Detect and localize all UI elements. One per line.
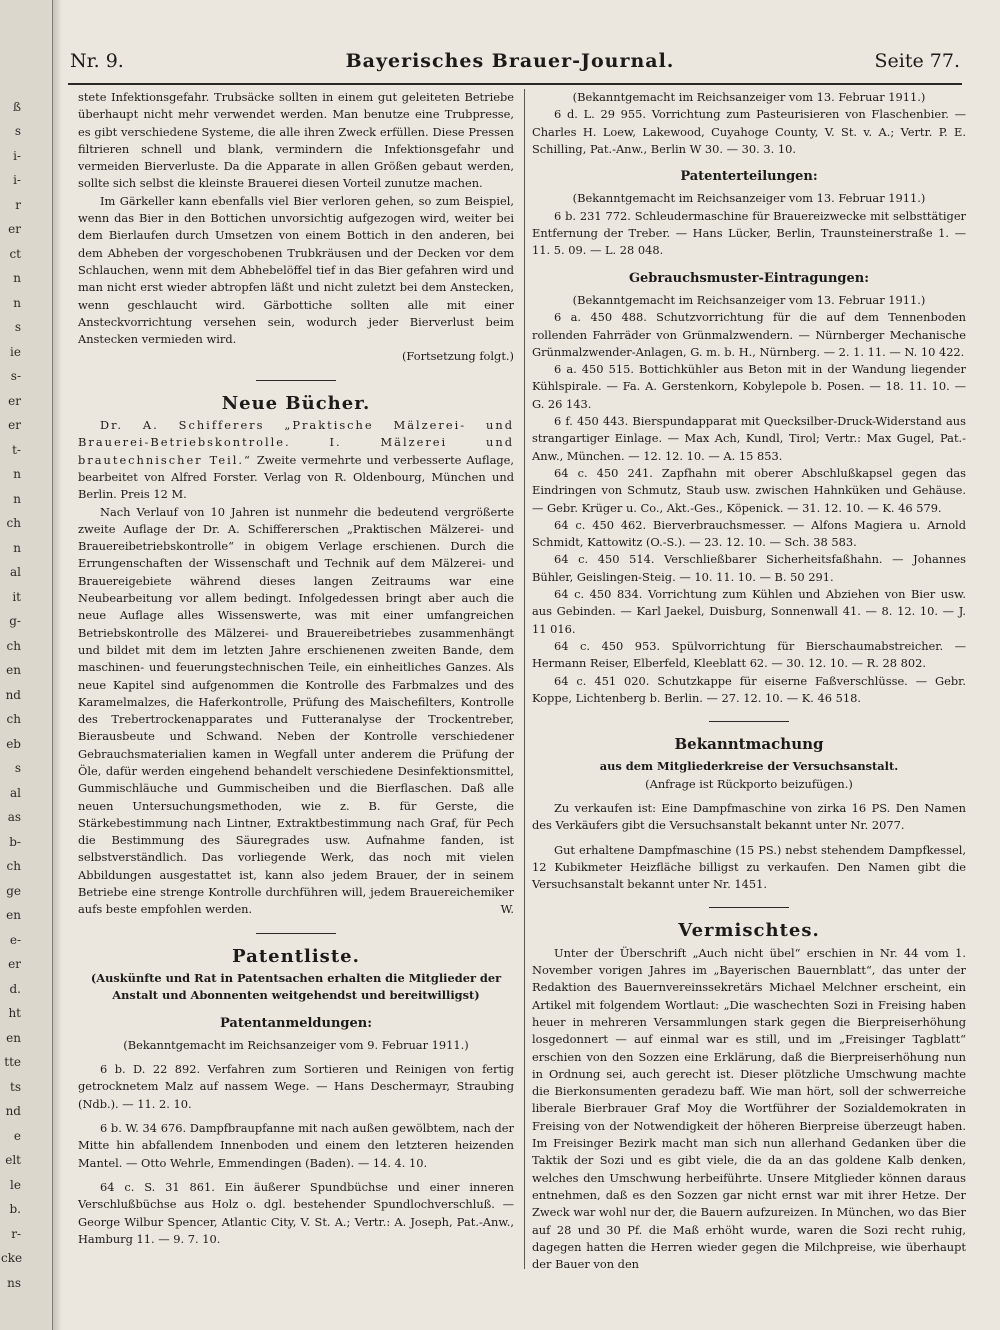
edge-fragment: s bbox=[14, 124, 21, 139]
section-rule bbox=[709, 907, 789, 908]
utility-model-entry: 6 a. 450 488. Schutzvorrichtung für die auf dem Tennenboden rollenden Fahrräder von Grünmalzwendern. — Nürnberger Mechanische Grünmalzwender-Anlagen, G. m. b. H., Nürnberg. — 2. 1. 11. — N. 10 422. bbox=[532, 310, 966, 359]
section-rule bbox=[256, 933, 336, 934]
utility-model-entry: 64 c. 450 241. Zapfhahn mit oberer Abschlußkapsel gegen das Eindringen von Schmutz, Staub usw. zwischen Hahnküken und Gehäuse. — Gebr. Krüger u. Co., Akt.-Ges., Köpenick. — 31. 12. 10. — K. 46 579. bbox=[532, 465, 966, 515]
edge-fragment: g- bbox=[9, 614, 21, 629]
edge-fragment: ch bbox=[6, 638, 21, 653]
intro-paragraph-2: Im Gärkeller kann ebenfalls viel Bier verloren gehen, so zum Beispiel, wenn das Bier in den Bottichen unvorsichtig aufgezogen wird, weiter bei dem Bierlaufen durch Umsetzen von einem Bottich in den anderen, bei dem Abheben der vorgeschobenen Trubkräusen und der Decken vor dem Schlauchen, wenn mit dem Abhebelöffel tief in das Bier gefahren wird und man nicht erst wieder abtropfen läßt und nicht zuletzt bei dem Anstecken, wenn geschlaucht wird. Gärbottiche sollten alle mit einer Ansteckvorrichtung versehen sein, wodurch jeder Bierverlust beim Anstecken vermieden wird. bbox=[78, 193, 514, 347]
continued-note: (Fortsetzung folgt.) bbox=[401, 349, 514, 364]
page-number: Seite 77. bbox=[874, 50, 960, 72]
miscellaneous-paragraph: Unter der Überschrift „Auch nicht übel“ erschien in Nr. 44 vom 1. November vorigen Jahres im „Bayerischen Bauernblatt“, das unter der Redaktion des Bauernvereinssekretärs Michael Melchner erscheint, ein Artikel mit folgendem Wortlaut: „Die waschechten Sozi in Freising haben heuer in mehreren Versammlungen stark gegen die Bierpreiserhöhung losgedonnert — auf einmal war es still, und im „Freisinger Tagblatt“ erschien von den Sozzen eine Erklärung, daß die Bierpreiserhöhung nun in Ordnung sei, auch gerecht ist. Dieser plötzliche Umschwung machte die Bierkonsumenten geradezu baff. Wie man hört, soll der schwerreiche liberale Bierbrauer Graf Moy die Wortführer der Sozialdemokraten in Freising von der Notwendigkeit der höheren Bierpreise überzeugt haben. Im Freisinger Bezirk macht man sich nun allerhand Gedanken über die Taktik der Sozi und es gibt viele, die da an das goldene Kalb denken, welches den Umschwung herbeiführte. Unsere Mitglieder können daraus entnehmen, daß es den Sozzen gar nicht ernst war mit ihrer Hetze. Der Zweck war wohl nur der, die Bauern aufzureizen. In München, wo das Bier auf 28 und 30 Pf. die Maß erhöht wurde, waren die Sozi recht ruhig, dagegen hatten die Herren wieder gegen die Milchpreise, wie überhaupt der Bauer von den bbox=[532, 945, 966, 1272]
patent-applications-heading: Patentanmeldungen: bbox=[219, 1015, 373, 1031]
edge-fragment: e bbox=[13, 1128, 21, 1143]
book-review bbox=[78, 504, 514, 919]
announcement-paragraph: Zu verkaufen ist: Eine Dampfmaschine von zirka 16 PS. Den Namen des Verkäufers gibt die Versuchsanstalt bekannt unter Nr. 2077. bbox=[532, 800, 966, 833]
top-published-note: (Bekanntgemacht im Reichsanzeiger vom 13. Februar 1911.) bbox=[572, 90, 926, 104]
intro-paragraph-1: stete Infektionsgefahr. Trubsäcke sollten in einem gut geleiteten Betriebe überhaupt nicht mehr verwendet werden. Man benutze eine Trubpresse, es gibt verschiedene Systeme, die alle ihren Zweck erfüllen. Diese Pressen filtrieren schnell und blank, vermindern die Infektionsgefahr und vermeiden Bierverluste. Da die Apparate in allen Größen gebaut werden, sollte sich selbst die kleinste Brauerei diesen Vorteil zunutze machen. bbox=[78, 90, 514, 191]
left-column bbox=[78, 89, 514, 1248]
book-title: Dr. A. Schifferers „Praktische Mälzerei- und Brauerei-Betriebskontrolle. I. Mälzerei und brautechnischer Teil.“ bbox=[78, 418, 514, 467]
adjacent-page-edge bbox=[0, 0, 53, 1330]
edge-fragment: le bbox=[10, 1177, 21, 1192]
edge-fragment: ct bbox=[9, 246, 21, 261]
edge-fragment: ts bbox=[10, 1079, 21, 1094]
utility-model-entry: 64 c. 450 834. Vorrichtung zum Kühlen und Abziehen von Bier usw. aus Gebinden. — Karl Jaekel, Duisburg, Sonnenwall 41. — 8. 12. 10. — J. 11 016. bbox=[532, 587, 966, 636]
utility-model-entry: 64 c. 451 020. Schutzkappe für eiserne Faßverschlüsse. — Gebr. Koppe, Lichtenberg b. Berlin. — 27. 12. 10. — K. 46 518. bbox=[532, 673, 966, 705]
edge-fragment: en bbox=[6, 663, 21, 678]
edge-fragment: tte bbox=[4, 1055, 21, 1070]
utility-model-entry: 6 f. 450 443. Bierspundapparat mit Quecksilber-Druck-Widerstand aus strangartiger Einlage. — Max Ach, Kundl, Tirol; Vertr.: Max Gugel, Pat.-Anw., München. — 12. 12. 10. — A. 15 853. bbox=[532, 414, 966, 463]
section-rule bbox=[256, 380, 336, 381]
edge-fragment: elt bbox=[5, 1153, 21, 1168]
edge-fragment: al bbox=[10, 785, 21, 800]
applications-published-note: (Bekanntgemacht im Reichsanzeiger vom 9. Februar 1911.) bbox=[123, 1037, 469, 1052]
edge-fragment: er bbox=[8, 957, 21, 972]
edge-fragment: al bbox=[10, 565, 21, 580]
column-divider bbox=[524, 89, 525, 1269]
edge-fragment: eb bbox=[6, 736, 21, 751]
edge-fragment: n bbox=[13, 467, 21, 482]
grants-published-note: (Bekanntgemacht im Reichsanzeiger vom 13. Februar 1911.) bbox=[572, 191, 926, 206]
edge-fragment: ß bbox=[12, 100, 21, 114]
section-rule bbox=[709, 721, 789, 722]
edge-fragment: en bbox=[6, 1030, 21, 1045]
edge-fragment: ns bbox=[7, 1275, 21, 1290]
edge-fragment: as bbox=[7, 810, 21, 825]
patent-grant-entry: 6 b. 231 772. Schleudermaschine für Brauereizwecke mit selbsttätiger Entfernung der Treber. — Hans Lücker, Berlin, Traunsteinerstraße 1. — 11. 5. 09. — L. 28 048. bbox=[532, 208, 966, 258]
journal-title: Bayerisches Brauer-Journal. bbox=[345, 50, 675, 72]
utility-model-entry: 64 c. 450 462. Bierverbrauchsmesser. — Alfons Magiera u. Arnold Schmidt, Kattowitz (O.-S.). — 23. 12. 10. — Sch. 38 583. bbox=[532, 517, 966, 550]
book-review-text: Nach Verlauf von 10 Jahren ist nunmehr die bedeutend vergrößerte zweite Auflage der Dr. A. Schiffererschen „Praktischen Mälzerei- und Brauereibetriebskontrolle“ in obigem Verlage erschienen. Durch die Errungenschaften der Wissenschaft und Technik auf dem Mälzerei- und Brauereigebiete während dieses langen Zeitraums war eine Neubearbeitung vor allem bedingt. Infolgedessen bringt aber auch die neue Auflage alles Wissenswerte, was mit einer umfangreichen Betriebskontrolle des Mälzerei- und Brauereibetriebes zusammenhängt und bildet mit dem im letzten Jahre erschienenen zweiten Bande, dem maschinen- und feuerungstechnischen Teile, ein einheitliches Ganzes. Als neue Kapitel sind aufgenommen die Kontrolle des Farbmalzes und des Karamelmalzes, die Haferkontrolle, Prüfung des Maischefilters, Kontrolle des Trebertrockenapparates und Futteranalyse der Trockentreber, Bierausbeute und Schwand. Neben der Kontrolle verschiedener Gebrauchsmaterialien kamen in Wegfall unter anderem die Prüfung der Öle, dafür werden eingehend behandelt verschiedene Desinfektionsmittel, Gummischläuche und Gummischeiben und die Bierflaschen. Daß alle neuen Untersuchungsmethoden, wie z. B. für Gerste, die Stärkebestimmung nach Lintner, Extraktbestimmung nach Graf, für Pech die Bestimmung des Säuregrades usw. Aufnahme fanden, ist selbstverständlich. Das vorliegende Werk, das noch mit vielen Abbildungen ausgestattet ist, kann also jedem Brauer, der in seinem Betriebe eine strenge Kontrolle durchführen will, jedem Brauereichemiker aufs beste empfohlen werden. bbox=[78, 504, 514, 917]
gutter-shadow bbox=[52, 0, 62, 1330]
edge-fragment: n bbox=[13, 491, 21, 506]
edge-fragment: n bbox=[13, 271, 21, 286]
right-column bbox=[532, 89, 966, 1273]
patent-application-entry: 6 b. D. 22 892. Verfahren zum Sortieren und Reinigen von fertig getrocknetem Malz auf nassem Wege. — Hans Deschermayr, Straubing (Ndb.). — 11. 2. 10. bbox=[78, 1062, 514, 1111]
edge-fragment: b. bbox=[9, 1202, 21, 1217]
announcement-heading: Bekanntmachung bbox=[674, 735, 824, 754]
utility-model-entry: 6 a. 450 515. Bottichkühler aus Beton mit in der Wandung liegender Kühlspirale. — Fa. A. Gerstenkorn, Kobylepole b. Posen. — 18. 11. 10. — G. 26 143. bbox=[532, 362, 966, 411]
patent-list-note: (Auskünfte und Rat in Patentsachen erhalten die Mitglieder der Anstalt und Abonnenten weitgehendst und bereitwilligst) bbox=[90, 970, 502, 1003]
edge-fragment: n bbox=[13, 540, 21, 555]
edge-fragment: er bbox=[8, 222, 21, 237]
edge-fragment: n bbox=[13, 295, 21, 310]
announcement-note: (Anfrage ist Rückporto beizufügen.) bbox=[645, 776, 853, 791]
books-heading: Neue Bücher. bbox=[221, 392, 371, 414]
edge-fragment: t- bbox=[12, 442, 21, 457]
utility-model-entry: 64 c. 450 953. Spülvorrichtung für Bierschaumabstreicher. — Hermann Reiser, Elberfeld, Kleeblatt 62. — 30. 12. 10. — R. 28 802. bbox=[532, 638, 966, 671]
utility-model-entry: 64 c. 450 514. Verschließbarer Sicherheitsfaßhahn. — Johannes Bühler, Geislingen-Steig. — 10. 11. 10. — B. 50 291. bbox=[532, 552, 966, 584]
edge-fragment: ch bbox=[6, 516, 21, 531]
patent-list-heading: Patentliste. bbox=[232, 945, 360, 967]
book-entry bbox=[78, 417, 514, 503]
edge-fragment: s bbox=[14, 761, 21, 776]
edge-fragment: d. bbox=[9, 981, 21, 996]
edge-fragment: b- bbox=[9, 834, 21, 849]
edge-fragment: nd bbox=[5, 1104, 21, 1119]
edge-fragment: ch bbox=[6, 712, 21, 727]
edge-fragment: it bbox=[12, 589, 21, 604]
issue-number: Nr. 9. bbox=[70, 50, 124, 72]
edge-fragment: s bbox=[14, 320, 21, 335]
edge-fragment: ch bbox=[6, 859, 21, 874]
edge-fragment: e- bbox=[9, 932, 21, 947]
edge-fragment: i- bbox=[13, 148, 21, 163]
miscellaneous-heading: Vermischtes. bbox=[678, 920, 820, 942]
edge-fragment: en bbox=[6, 908, 21, 923]
edge-fragment: r bbox=[15, 197, 21, 212]
edge-fragment: nd bbox=[5, 687, 21, 702]
announcement-subheading: aus dem Mitgliederkreise der Versuchsanstalt. bbox=[599, 759, 899, 774]
edge-fragment: er bbox=[8, 418, 21, 433]
patent-application-entry: 6 d. L. 29 955. Vorrichtung zum Pasteurisieren von Flaschenbier. — Charles H. Loew, Lakewood, Cuyahoge County, V. St. v. A.; Vertr. P. E. Schilling, Pat.-Anw., Berlin W 30. — 30. 3. 10. bbox=[532, 107, 966, 156]
patent-application-entry: 6 b. W. 34 676. Dampfbraupfanne mit nach außen gewölbtem, nach der Mitte hin abfallendem Innenboden und einem den letzteren heizenden Mantel. — Otto Wehrle, Emmendingen (Baden). — 14. 4. 10. bbox=[78, 1121, 514, 1170]
edge-fragment: ge bbox=[6, 883, 21, 898]
utility-model-heading: Gebrauchsmuster-Eintragungen: bbox=[628, 270, 870, 286]
book-details: Zweite vermehrte und verbesserte Auflage, bearbeitet von Alfred Forster. Verlag von R. Oldenbourg, München und Berlin. Preis 12 M. bbox=[78, 452, 515, 502]
patent-application-entry: 64 c. S. 31 861. Ein äußerer Spundbüchse und einer inneren Verschlußbüchse aus Holz o. dgl. bestehender Spundlochverschluß. — George Wilbur Spencer, Atlantic City, V. St. A.; Vertr.: A. Joseph, Pat.-Anw., Hamburg 11. — 9. 7. 10. bbox=[78, 1179, 514, 1246]
announcement-paragraph: Gut erhaltene Dampfmaschine (15 PS.) nebst stehendem Dampfkessel, 12 Kubikmeter Heizfläche billigst zu verkaufen. Den Namen gibt die Versuchsanstalt bekannt unter Nr. 1451. bbox=[532, 842, 966, 892]
edge-fragment: s- bbox=[10, 369, 21, 384]
edge-fragment: ht bbox=[8, 1006, 21, 1021]
edge-fragment: er bbox=[8, 393, 21, 408]
edge-fragment: r- bbox=[11, 1226, 21, 1241]
review-signature: W. bbox=[500, 902, 514, 917]
patent-grants-heading: Patenterteilungen: bbox=[680, 169, 818, 185]
header-rule bbox=[68, 83, 962, 85]
edge-fragment: cke bbox=[1, 1251, 23, 1266]
utility-model-published-note: (Bekanntgemacht im Reichsanzeiger vom 13. Februar 1911.) bbox=[572, 292, 926, 307]
edge-fragment: i- bbox=[13, 173, 21, 188]
edge-fragment: ie bbox=[10, 344, 21, 359]
